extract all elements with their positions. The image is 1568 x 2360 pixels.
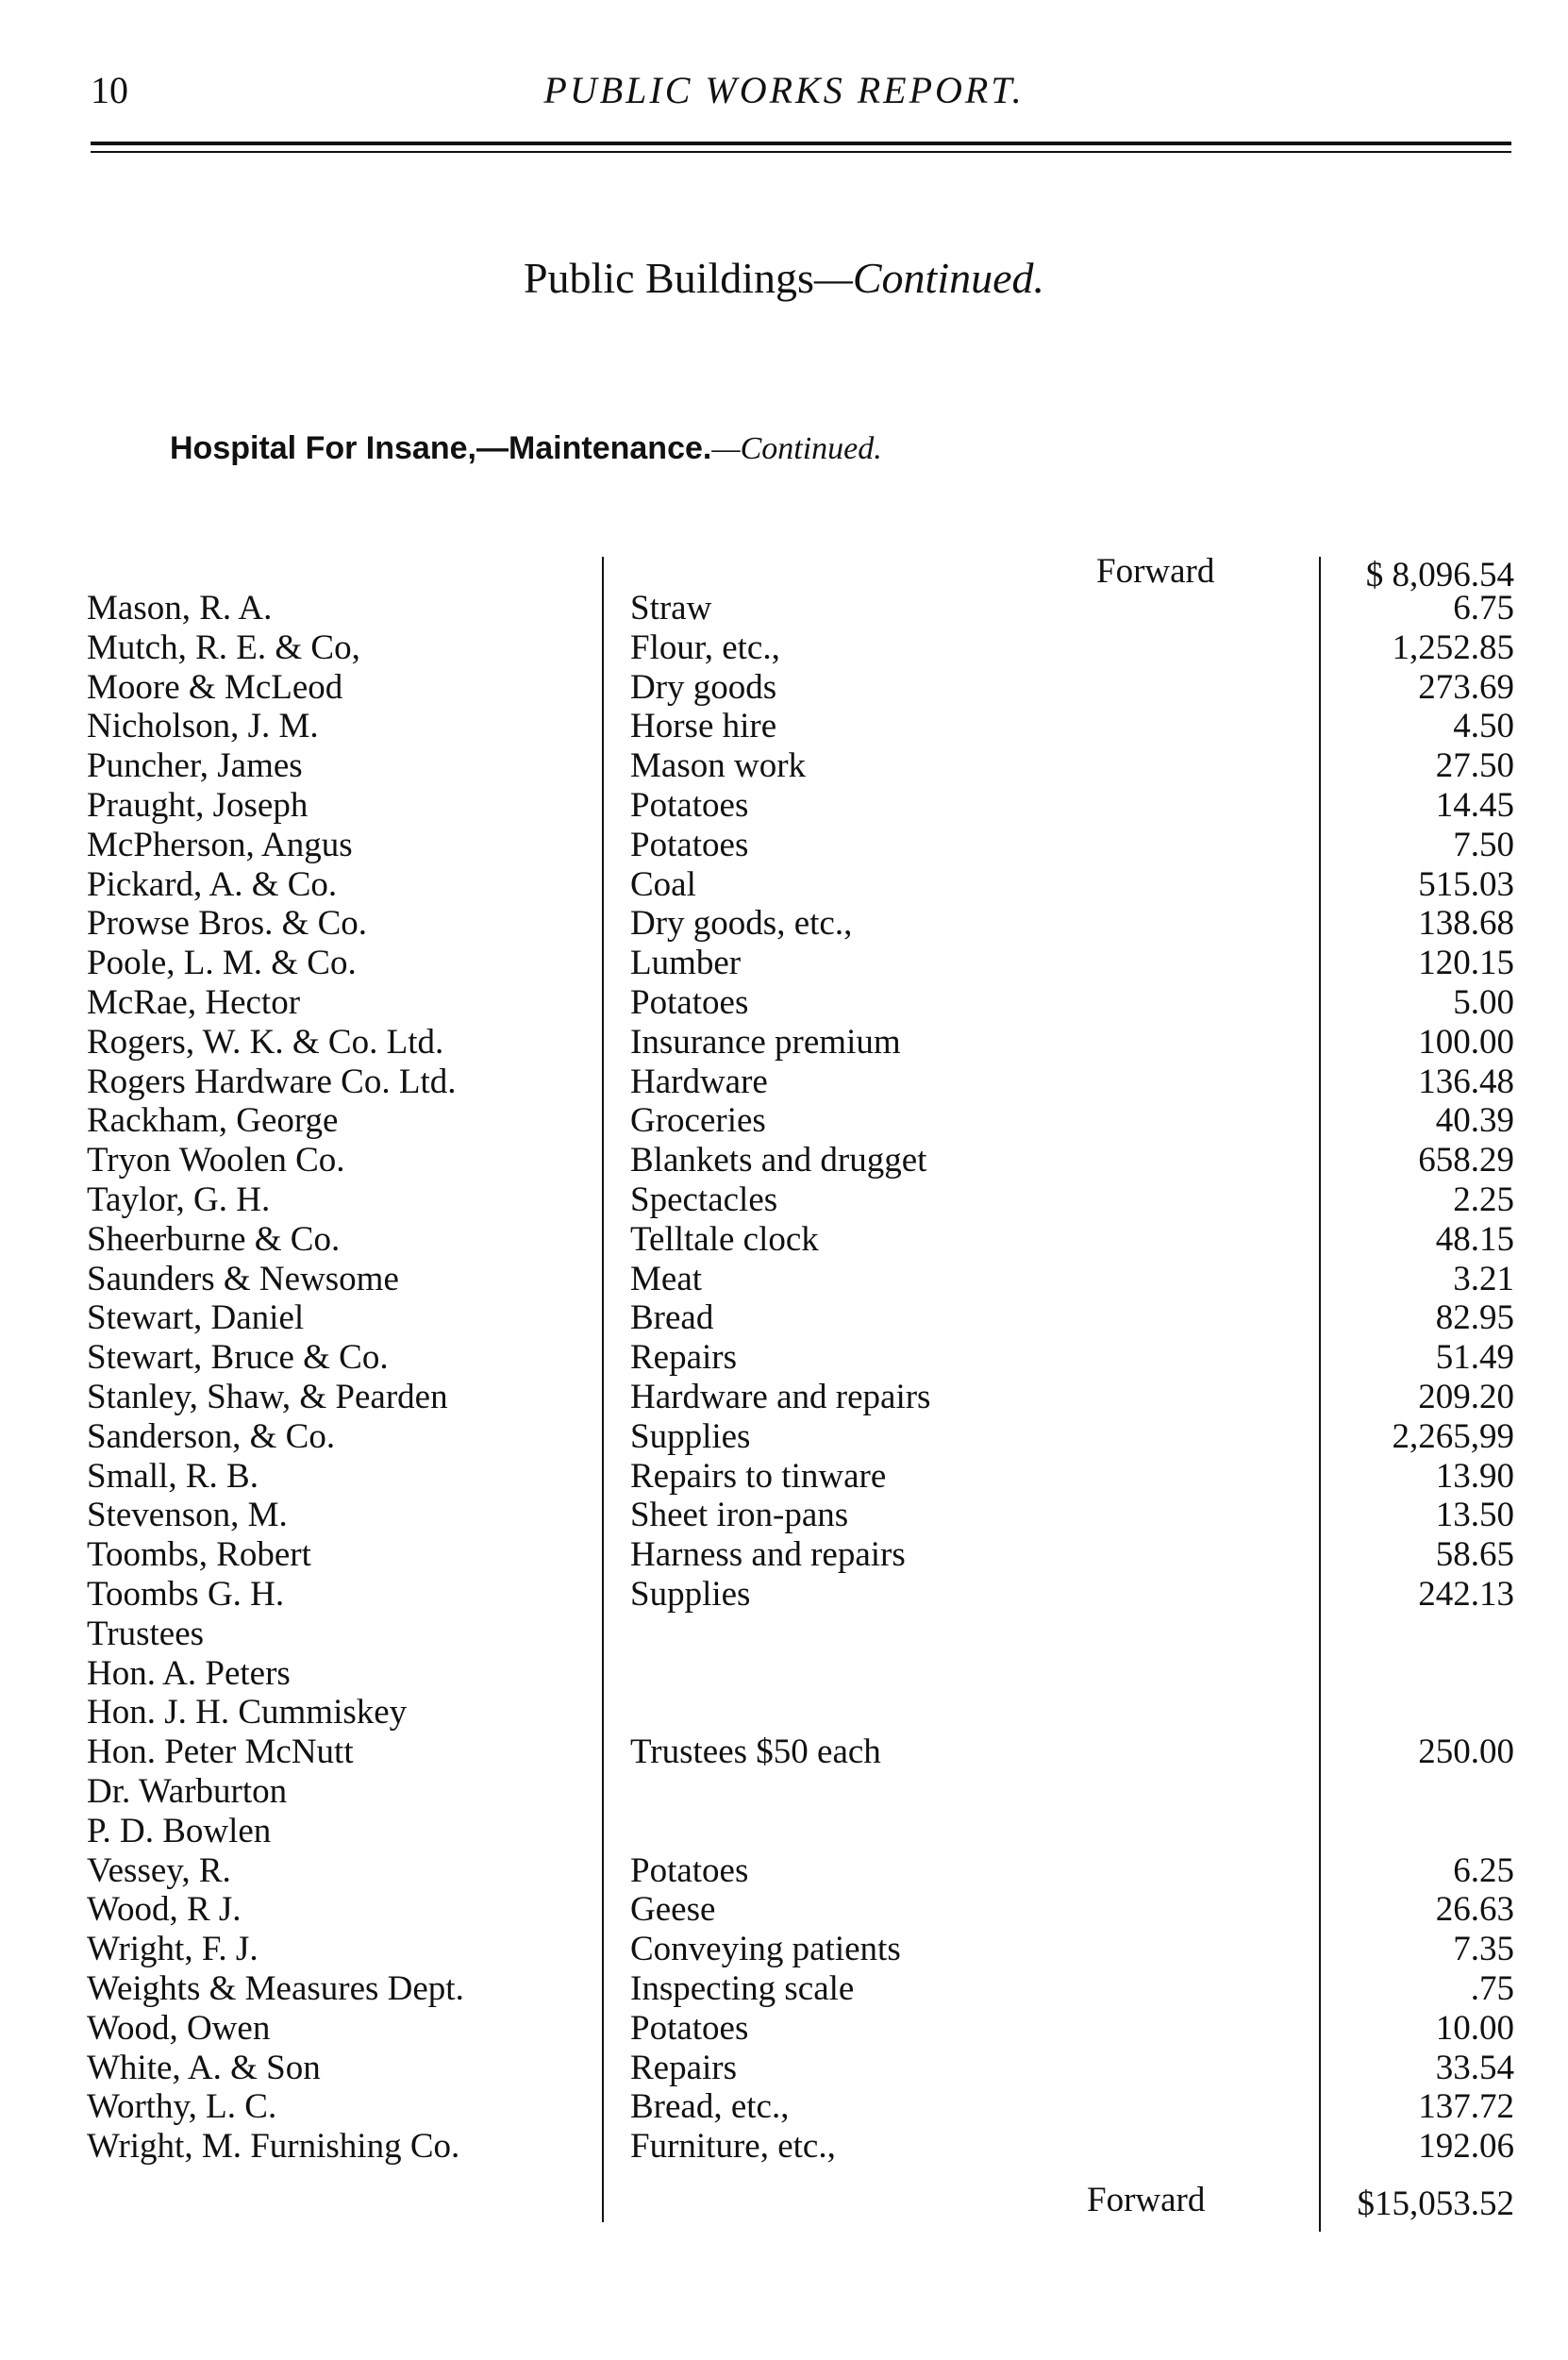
ledger-row <box>0 1615 1568 1654</box>
ledger-row-amount: 136.48 <box>1418 1062 1514 1101</box>
ledger-row-amount: 250.00 <box>1418 1732 1514 1772</box>
section-title-suffix: —Continued. <box>813 254 1045 302</box>
ledger-row-amount: 138.68 <box>1418 904 1514 944</box>
ledger-row-item: Bread, etc., <box>630 2087 790 2127</box>
ledger-row-amount: 48.15 <box>1435 1219 1514 1259</box>
ledger-row-name: Stanley, Shaw, & Pearden <box>87 1378 448 1416</box>
ledger-row <box>0 1535 1568 1575</box>
ledger-row-amount: 100.00 <box>1418 1022 1514 1062</box>
ledger-row-name: Hon. J. H. Cummiskey <box>87 1693 408 1732</box>
ledger-row-amount: 7.50 <box>1453 825 1514 864</box>
ledger-row-amount: 2.25 <box>1453 1180 1514 1219</box>
ledger-row-name: P. D. Bowlen <box>87 1811 272 1850</box>
ledger-row-name: Saunders & Newsome <box>87 1259 399 1298</box>
ledger-row-item: Meat <box>630 1259 703 1298</box>
ledger-row <box>0 1654 1568 1694</box>
ledger-row-item: Repairs to tinware <box>630 1456 887 1496</box>
ledger-row-name: Small, R. B. <box>87 1456 259 1496</box>
section-title <box>0 253 1568 303</box>
ledger-row-name: Taylor, G. H. <box>87 1180 271 1219</box>
ledger-row <box>0 1812 1568 1851</box>
ledger-row-item: Furniture, etc., <box>630 2127 836 2167</box>
ledger-row-amount: 192.06 <box>1418 2127 1514 2167</box>
section-title-text: Public Buildings <box>523 254 814 302</box>
ledger-row-amount: 120.15 <box>1418 944 1514 983</box>
ledger-row-item: Dry goods, etc., <box>630 904 853 944</box>
ledger-row <box>0 1298 1568 1338</box>
ledger-row-amount: 5.00 <box>1453 983 1514 1022</box>
ledger-row-name: Prowse Bros. & Co. <box>87 904 368 944</box>
ledger-row-amount: 7.35 <box>1453 1930 1514 1969</box>
ledger-row-name: Weights & Measures Dept. <box>87 1969 464 2008</box>
ledger-row <box>0 983 1568 1023</box>
ledger-row-item: Repairs <box>630 2048 738 2087</box>
ledger-row-name: Stewart, Bruce & Co. <box>87 1338 389 1378</box>
ledger-row-name: Poole, L. M. & Co. <box>87 944 357 983</box>
ledger-row-name: Hon. A. Peters <box>87 1653 291 1693</box>
ledger-row <box>0 589 1568 628</box>
ledger-row <box>0 944 1568 983</box>
ledger-row-item: Bread <box>630 1298 714 1338</box>
ledger-row <box>0 1693 1568 1732</box>
ledger-row <box>0 668 1568 708</box>
running-header: PUBLIC WORKS REPORT. <box>543 69 1025 111</box>
ledger-row-amount: 209.20 <box>1418 1378 1514 1416</box>
ledger-row <box>0 1101 1568 1141</box>
ledger-row-amount: 82.95 <box>1435 1298 1514 1338</box>
ledger-row-amount: 27.50 <box>1435 746 1514 786</box>
ledger-row-item: Hardware and repairs <box>630 1378 931 1416</box>
ledger-row-item: Groceries <box>630 1101 766 1141</box>
ledger-row-item: Supplies <box>630 1416 751 1456</box>
ledger-row-name: Praught, Joseph <box>87 786 309 825</box>
subsection-title <box>170 430 882 467</box>
ledger-row <box>0 1220 1568 1260</box>
ledger-row-item: Mason work <box>630 746 807 786</box>
forward-amount-top: $ 8,096.54 <box>1365 556 1514 594</box>
ledger-row <box>0 865 1568 905</box>
ledger-row-name: Wood, Owen <box>87 2008 271 2048</box>
ledger-row <box>0 1732 1568 1772</box>
ledger-row-item: Conveying patients <box>630 1930 901 1969</box>
ledger-row-item: Flour, etc., <box>630 628 780 667</box>
ledger-row-name: White, A. & Son <box>87 2048 321 2087</box>
ledger-row-name: Sheerburne & Co. <box>87 1219 341 1259</box>
ledger-row-name: Dr. Warburton <box>87 1772 288 1811</box>
ledger-row-name: Tryon Woolen Co. <box>87 1141 345 1180</box>
ledger-row-item: Repairs <box>630 1338 738 1378</box>
ledger-row-item: Geese <box>630 1890 716 1930</box>
ledger-row <box>0 1575 1568 1615</box>
forward-amount-bottom: $15,053.52 <box>1357 2184 1514 2223</box>
ledger-row <box>0 904 1568 944</box>
subsection-title-text: Hospital For Insane,—Maintenance. <box>170 430 712 466</box>
ledger-row-item: Insurance premium <box>630 1022 901 1062</box>
ledger-row-amount: 26.63 <box>1435 1890 1514 1930</box>
ledger-row <box>0 2009 1568 2049</box>
ledger-row-amount: 40.39 <box>1435 1101 1514 1141</box>
ledger-row-amount: 3.21 <box>1453 1259 1514 1298</box>
ledger-row <box>0 1496 1568 1535</box>
ledger-row <box>0 2127 1568 2167</box>
ledger-row-amount: 242.13 <box>1418 1575 1514 1614</box>
header-rule <box>91 142 1511 145</box>
ledger-row-name: Wood, R J. <box>87 1890 242 1930</box>
ledger-row-name: Moore & McLeod <box>87 667 343 707</box>
ledger-row-name: Rackham, George <box>87 1101 339 1141</box>
ledger-row <box>0 1063 1568 1102</box>
ledger-row-name: Mutch, R. E. & Co, <box>87 628 360 667</box>
ledger-row-item: Straw <box>630 589 712 628</box>
ledger-row <box>0 1417 1568 1457</box>
forward-label-bottom: Forward <box>1087 2181 1206 2219</box>
ledger-row-item: Potatoes <box>630 2008 749 2048</box>
ledger-row-name: Pickard, A. & Co. <box>87 864 338 904</box>
ledger-row-name: Toombs, Robert <box>87 1535 311 1575</box>
ledger-row <box>0 1457 1568 1497</box>
ledger-row-name: Stevenson, M. <box>87 1496 288 1535</box>
ledger-row-name: McPherson, Angus <box>87 825 353 864</box>
ledger-row-item: Coal <box>630 864 696 904</box>
page-number: 10 <box>91 69 128 111</box>
ledger-row-name: Trustees <box>87 1614 205 1653</box>
ledger-row-item: Potatoes <box>630 825 749 864</box>
ledger-row-amount: 515.03 <box>1418 864 1514 904</box>
ledger-row <box>0 1969 1568 2009</box>
ledger-row-amount: 13.50 <box>1435 1496 1514 1535</box>
ledger-row-item: Potatoes <box>630 786 749 825</box>
ledger-row-item: Spectacles <box>630 1180 778 1219</box>
ledger-row-amount: 10.00 <box>1435 2008 1514 2048</box>
ledger-row <box>0 1378 1568 1417</box>
ledger-row-name: Worthy, L. C. <box>87 2087 277 2127</box>
ledger-row-name: Hon. Peter McNutt <box>87 1732 354 1772</box>
ledger-row <box>0 1930 1568 1969</box>
ledger-row-item: Supplies <box>630 1575 751 1614</box>
ledger-row <box>0 1260 1568 1299</box>
ledger-row-name: Sanderson, & Co. <box>87 1416 336 1456</box>
ledger-row <box>0 786 1568 826</box>
ledger-row-amount: 1,252.85 <box>1392 628 1514 667</box>
ledger-row-amount: 51.49 <box>1435 1338 1514 1378</box>
ledger-row-amount: 13.90 <box>1435 1456 1514 1496</box>
ledger-row <box>0 1772 1568 1812</box>
ledger-row-item: Telltale clock <box>630 1219 819 1259</box>
ledger-row-amount: 58.65 <box>1435 1535 1514 1575</box>
header-rule-thin <box>91 151 1511 153</box>
ledger-row-name: Rogers, W. K. & Co. Ltd. <box>87 1022 444 1062</box>
ledger-row-item: Inspecting scale <box>630 1969 855 2008</box>
ledger-row-item: Blankets and drugget <box>630 1141 927 1180</box>
ledger-row <box>0 746 1568 786</box>
ledger-row-amount: 6.25 <box>1453 1850 1514 1890</box>
ledger-row <box>0 2049 1568 2088</box>
ledger-row-item: Trustees $50 each <box>630 1732 881 1772</box>
ledger-row-name: Wright, M. Furnishing Co. <box>87 2127 460 2167</box>
ledger-row <box>0 1023 1568 1063</box>
ledger-row-amount: 273.69 <box>1418 667 1514 707</box>
ledger-row-item: Sheet iron-pans <box>630 1496 849 1535</box>
ledger-row-amount: 2,265,99 <box>1392 1416 1514 1456</box>
ledger-row-name: Vessey, R. <box>87 1850 231 1890</box>
ledger-row-name: Stewart, Daniel <box>87 1298 305 1338</box>
ledger-row <box>0 1141 1568 1180</box>
ledger-row-amount: 6.75 <box>1453 589 1514 628</box>
ledger-row-item: Dry goods <box>630 667 777 707</box>
ledger-row <box>0 1338 1568 1378</box>
ledger-row <box>0 2087 1568 2127</box>
ledger-row-item: Lumber <box>630 944 742 983</box>
ledger-row-name: Puncher, James <box>87 746 303 786</box>
ledger-row <box>0 1180 1568 1220</box>
ledger-row-name: Mason, R. A. <box>87 589 273 628</box>
ledger-row-item: Horse hire <box>630 707 777 746</box>
ledger-row-amount: 4.50 <box>1453 707 1514 746</box>
ledger-row <box>0 826 1568 865</box>
ledger-row-item: Harness and repairs <box>630 1535 906 1575</box>
ledger-row <box>0 1890 1568 1930</box>
ledger-row-name: Toombs G. H. <box>87 1575 285 1614</box>
ledger-row-amount: 33.54 <box>1435 2048 1514 2087</box>
ledger-row-amount: 14.45 <box>1435 786 1514 825</box>
ledger-row-item: Potatoes <box>630 1850 749 1890</box>
ledger-row-name: McRae, Hector <box>87 983 301 1022</box>
ledger-row <box>0 707 1568 746</box>
ledger-row-name: Nicholson, J. M. <box>87 707 319 746</box>
ledger-row <box>0 1851 1568 1891</box>
subsection-title-suffix: —Continued. <box>711 431 882 466</box>
ledger-row <box>0 628 1568 668</box>
ledger-row-amount: .75 <box>1470 1969 1514 2008</box>
ledger-row-item: Potatoes <box>630 983 749 1022</box>
forward-label-top: Forward <box>1096 552 1215 591</box>
ledger-row-name: Wright, F. J. <box>87 1930 259 1969</box>
ledger-row-item: Hardware <box>630 1062 768 1101</box>
ledger-row-amount: 658.29 <box>1418 1141 1514 1180</box>
ledger-row-amount: 137.72 <box>1418 2087 1514 2127</box>
ledger-row-name: Rogers Hardware Co. Ltd. <box>87 1062 457 1101</box>
